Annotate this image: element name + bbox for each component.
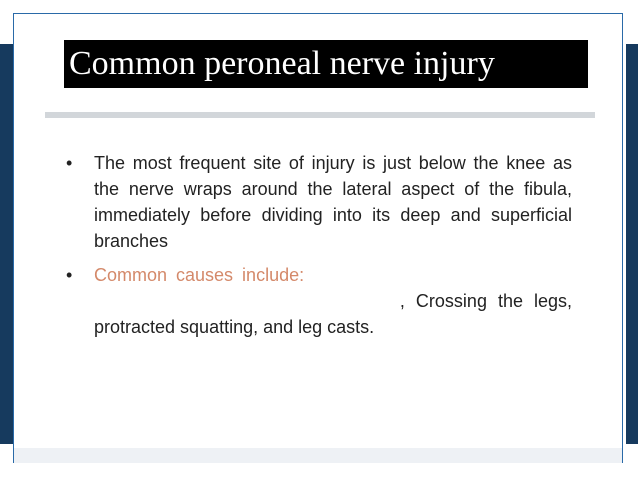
bullet-marker: • bbox=[66, 153, 73, 173]
slide-bottom-band bbox=[14, 448, 622, 463]
bullet-injury-site bbox=[64, 150, 572, 254]
causes-line-2: protracted squatting, and leg casts. bbox=[94, 317, 375, 337]
bullet-marker: • bbox=[66, 265, 73, 285]
right-edge-strip bbox=[626, 44, 638, 444]
causes-heading: Common causes include: bbox=[94, 265, 305, 285]
causes-line-1: , Crossing the legs, bbox=[399, 291, 572, 311]
left-edge-strip bbox=[0, 44, 14, 444]
slide-content bbox=[64, 150, 572, 340]
title-divider bbox=[45, 112, 595, 118]
slide-title: Common peroneal nerve injury bbox=[64, 40, 588, 88]
bullet-common-causes bbox=[64, 262, 572, 340]
bullet-text: The most frequent site of injury is just below the knee as the nerve wraps around the lateral aspect of the fibula, immediately before dividing into its deep and superficial branches bbox=[94, 153, 572, 251]
